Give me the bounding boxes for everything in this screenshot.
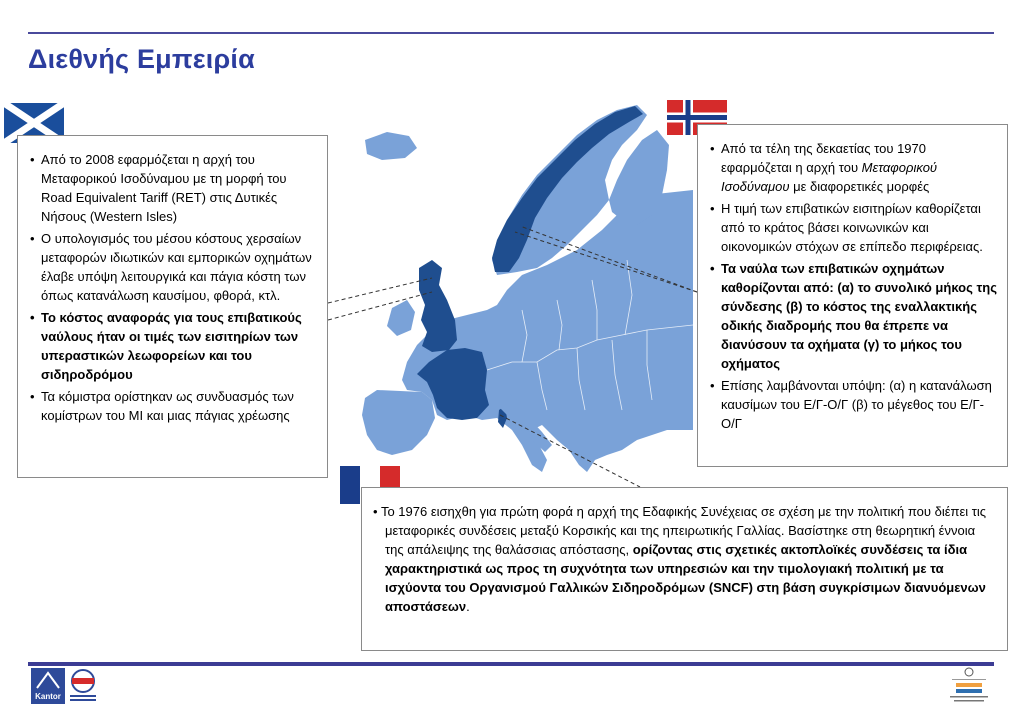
bottom-rule — [28, 662, 994, 666]
list-item: • Το κόστος αναφοράς για τους επιβατικούς ναύλους ήταν οι τιμές των εισιτηρίων των υπεραστικών λεωφορείων και του σιδηροδρόμου — [29, 308, 315, 384]
list-item: • Από το 2008 εφαρμόζεται η αρχή του Μεταφορικού Ισοδύναμου με τη μορφή του Road Equivalent Tariff (RET) στις Δυτικές Νήσους (Western Isles) — [29, 150, 315, 226]
item-text: με διαφορετικές μορφές — [789, 179, 930, 194]
ministry-logo-icon — [944, 666, 994, 706]
paragraph-text: Το 1976 εισηχθη για πρώτη φορά η αρχή της Εδαφικής Συνέχειας σε σχέση με την πολιτική που διέπει τις μεταφορικές συνδέσεις μεταξύ Κορσικής και της ηπειρωτικής Γαλλίας. Βασίστηκε στη θεωρητική έννοια της απάλειψης της θαλάσσιας απόστασης, — [380, 504, 987, 557]
list-item: • Τα κόμιστρα ορίστηκαν ως συνδυασμός των κομίστρων του MI και μιας πάγιας χρέωσης — [29, 387, 315, 425]
page-title: Διεθνής Εμπειρία — [28, 44, 255, 74]
item-italic-text: Μεταφορικού Ισοδύναμου — [721, 160, 938, 194]
list-item: • Η τιμή των επιβατικών εισιτηρίων καθορίζεται από το κράτος βάσει κοινωνικών και οικονομικών στόχων σε επίπεδο περιφέρειας. — [709, 199, 997, 256]
kantor-logo — [31, 668, 65, 704]
list-item: • Επίσης λαμβάνονται υπόψη: (α) η κατανάλωση καυσίμων του Ε/Γ-Ο/Γ (β) το μέγεθος του Ε/Γ-Ο/Γ — [709, 376, 997, 433]
item-text: Από τα τέλη της δεκαετίας του 1970 εφαρμόζεται η αρχή του — [721, 141, 926, 175]
institute-logo-icon — [67, 668, 99, 704]
top-rule — [28, 32, 994, 34]
paragraph-bold-text: ορίζοντας στις σχετικές ακτοπλοϊκές συνδέσεις τα ίδια χαρακτηριστικά ως προς τη συχνότητα των υπηρεσιών και την τιμολογιακή πολιτική με τα ισχύοντα του Οργανισμού Γαλλικών Σιδηροδρόμων (SNCF) στη βάση συγκρίσιμων διανυόμενων αποστάσεων — [385, 542, 986, 614]
kantor-label: Kantor — [35, 692, 61, 701]
list-item — [709, 139, 997, 196]
europe-map — [347, 100, 693, 480]
paragraph: • Το 1976 εισηχθη για πρώτη φορά η αρχή της Εδαφικής Συνέχειας σε σχέση με την πολιτική που διέπει τις μεταφορικές συνδέσεις μεταξύ Κορσικής και της ηπειρωτικής Γαλλίας. Βασίστηκε στη θεωρητική έννοια της απάλειψης της θαλάσσιας απόστασης, ορίζοντας στις σχετικές ακτοπλοϊκές συνδέσεις τα ίδια χαρακτηριστικά ως προς τη συχνότητα των υπηρεσιών και την τιμολογιακή πολιτική με τα ισχύοντα του Οργανισμού Γαλλικών Σιδηροδρόμων (SNCF) στη βάση συγκρίσιμων διανυόμενων αποστάσεων. — [373, 504, 987, 614]
kantor-logo-icon — [31, 668, 65, 694]
france-info-box — [361, 487, 1008, 651]
list-item: • Ο υπολογισμός του μέσου κόστους χερσαίων μεταφορών ιδιωτικών και εμπορικών οχημάτων έλαβε υπόψη λειτουργικά και πάγια κόστη των όπως κατανάλωση καυσίμου, φθορά, κτλ. — [29, 229, 315, 305]
paragraph-end: . — [466, 599, 470, 614]
list-item: • Τα ναύλα των επιβατικών οχημάτων καθορίζονται από: (α) το συνολικό μήκος της σύνδεσης (β) το κόστος της εναλλακτικής οδικής διαδρομής που θα έπρεπε να διανύσουν τα οχήματα (γ) το μήκος του οχήματος — [709, 259, 997, 373]
scotland-info-box — [17, 135, 328, 478]
norway-info-box — [697, 124, 1008, 467]
